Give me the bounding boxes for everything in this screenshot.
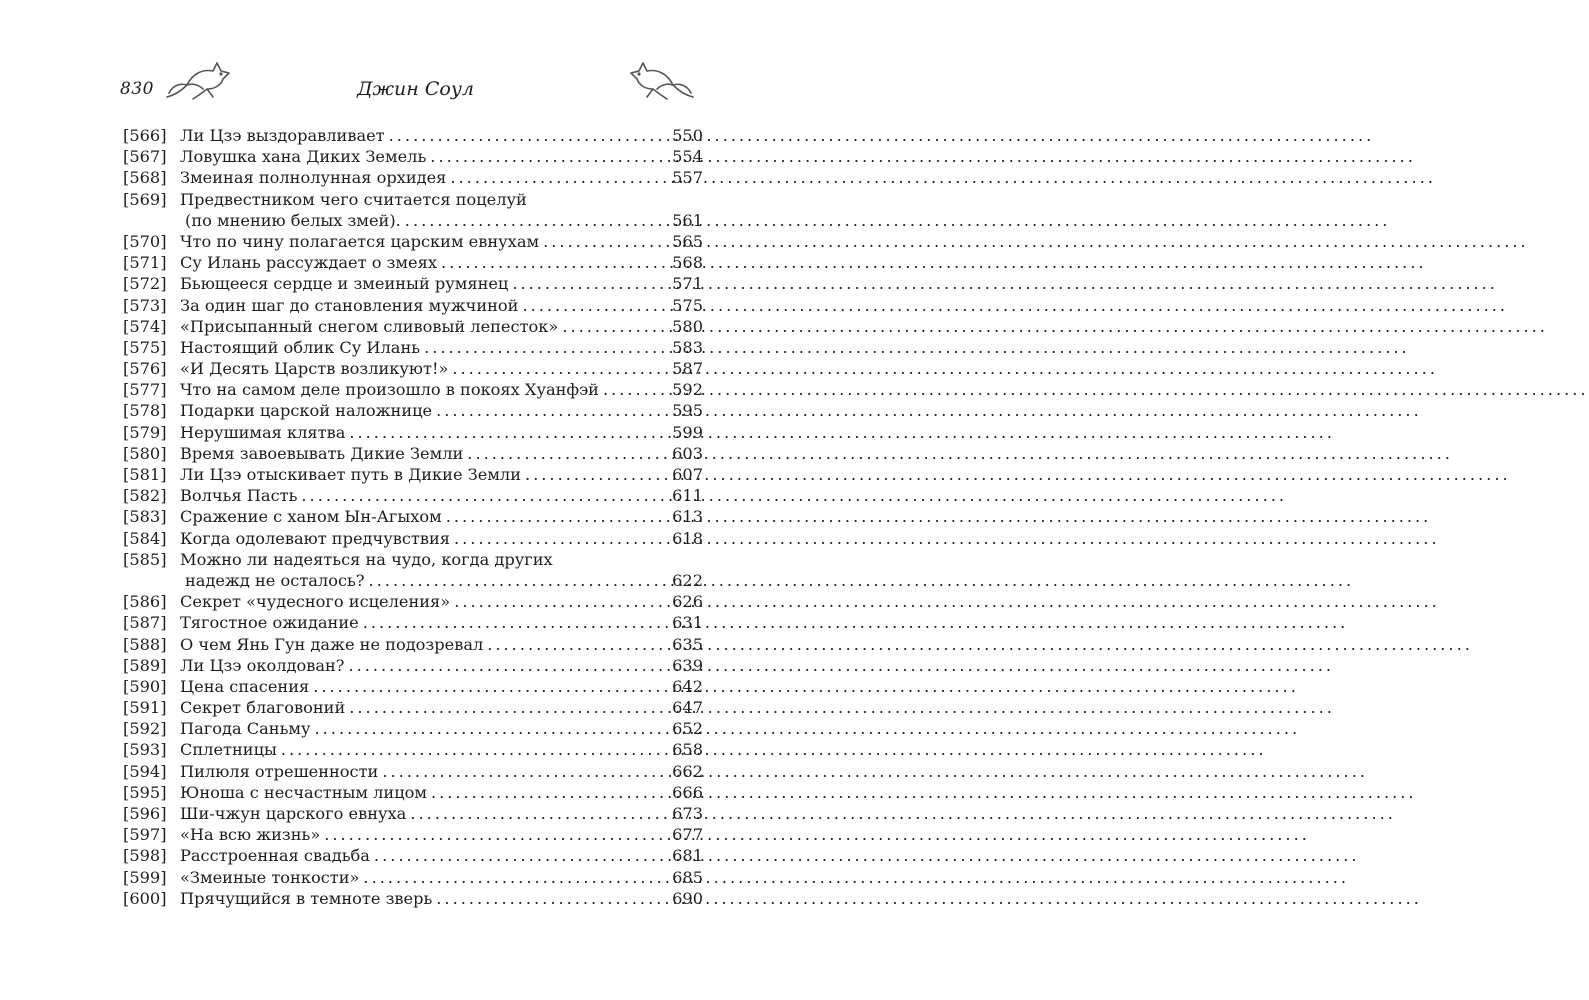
toc-dot-leader bbox=[525, 464, 668, 485]
toc-entry-title: «И Десять Царств возликуют!» bbox=[180, 359, 449, 379]
toc-entry[interactable] bbox=[123, 867, 703, 888]
toc-entry-title: Секрет благовоний bbox=[180, 698, 346, 718]
toc-dot-leader bbox=[374, 845, 668, 866]
toc-entry-number: [593] bbox=[123, 740, 167, 760]
toc-entry-number: [574] bbox=[123, 316, 167, 336]
toc-line bbox=[123, 189, 703, 210]
toc-entry[interactable] bbox=[123, 782, 703, 803]
toc-line bbox=[123, 888, 703, 909]
toc-entry-title: За один шаг до становления мужчиной bbox=[180, 295, 519, 315]
toc-entry-title: Предвестником чего считается поцелуй bbox=[180, 189, 527, 209]
toc-entry-number: [597] bbox=[123, 825, 167, 845]
toc-entry[interactable] bbox=[123, 655, 703, 676]
toc-dot-leader bbox=[363, 867, 668, 888]
toc-page-number: 647 bbox=[672, 698, 703, 718]
toc-entry[interactable] bbox=[123, 358, 703, 379]
toc-entry-number: [572] bbox=[123, 274, 167, 294]
toc-entry[interactable] bbox=[123, 189, 703, 231]
toc-entry[interactable] bbox=[123, 888, 703, 909]
toc-page-number: 599 bbox=[672, 422, 703, 442]
toc-entry[interactable] bbox=[123, 697, 703, 718]
toc-dot-leader bbox=[487, 634, 668, 655]
toc-entry-number: [596] bbox=[123, 804, 167, 823]
toc-page-number: 580 bbox=[672, 316, 703, 336]
fox-icon bbox=[625, 55, 697, 105]
toc-dot-leader bbox=[603, 379, 668, 400]
toc-page-number: 568 bbox=[672, 253, 703, 273]
toc-entry[interactable] bbox=[123, 634, 703, 655]
toc-entry-title: Пилюля отрешенности bbox=[180, 761, 379, 781]
toc-line bbox=[123, 739, 703, 760]
toc-page-number: 662 bbox=[672, 761, 703, 781]
toc-line bbox=[123, 697, 703, 718]
toc-entry-title: Прячущийся в темноте зверь bbox=[180, 888, 433, 908]
toc-entry-title: Ловушка хана Диких Земель bbox=[180, 147, 427, 167]
toc-entry-title: Бьющееся сердце и змеиный румянец bbox=[180, 274, 509, 294]
toc-entry[interactable] bbox=[123, 612, 703, 633]
toc-dot-leader bbox=[450, 167, 668, 188]
toc-line bbox=[123, 506, 703, 527]
toc-entry-number: [569] bbox=[123, 189, 167, 209]
toc-entry-title: Ли Цзэ околдован? bbox=[180, 655, 345, 675]
toc-entry-number: [598] bbox=[123, 846, 167, 866]
toc-entry-title: О чем Янь Гун даже не подозревал bbox=[180, 634, 484, 654]
toc-page-number: 565 bbox=[672, 231, 703, 251]
toc-entry[interactable] bbox=[123, 528, 703, 549]
toc-line bbox=[123, 273, 703, 294]
toc-dot-leader bbox=[349, 422, 668, 443]
toc-entry-title: Что по чину полагается царским евнухам bbox=[180, 231, 540, 251]
toc-line bbox=[123, 612, 703, 633]
toc-line bbox=[123, 210, 703, 231]
toc-entry-number: [587] bbox=[123, 613, 167, 633]
toc-entry-number: [578] bbox=[123, 401, 167, 421]
toc-entry-title: Можно ли надеяться на чудо, когда других bbox=[180, 549, 553, 569]
toc-entry-number: [586] bbox=[123, 592, 167, 612]
toc-entry[interactable] bbox=[123, 146, 703, 167]
toc-entry-number: [566] bbox=[123, 126, 167, 145]
toc-page-number: 607 bbox=[672, 465, 703, 484]
toc-entry-number: [588] bbox=[123, 634, 167, 654]
toc-entry-number: [580] bbox=[123, 443, 167, 463]
toc-entry-title: надежд не осталось? bbox=[185, 570, 365, 590]
toc-entry[interactable] bbox=[123, 379, 703, 400]
running-title: Джин Соул bbox=[357, 78, 474, 100]
toc-entry-number: [577] bbox=[123, 380, 167, 400]
toc-entry-title: Ли Цзэ выздоравливает bbox=[180, 126, 385, 145]
toc-page-number: 561 bbox=[672, 210, 703, 230]
toc-dot-leader bbox=[324, 824, 668, 845]
toc-entry[interactable] bbox=[123, 718, 703, 739]
toc-page-number: 592 bbox=[672, 380, 703, 400]
toc-dot-leader bbox=[446, 506, 668, 527]
toc-page-number: 685 bbox=[672, 867, 703, 887]
toc-entry-title: Волчья Пасть bbox=[180, 486, 298, 506]
toc-page-number: 635 bbox=[672, 634, 703, 654]
toc-entry-title: «Присыпанный снегом сливовый лепесток» bbox=[180, 316, 559, 336]
toc-entry[interactable] bbox=[123, 549, 703, 591]
toc-entry-number: [583] bbox=[123, 507, 167, 527]
toc-entry[interactable] bbox=[123, 337, 703, 358]
toc-page-number: 639 bbox=[672, 655, 703, 675]
toc-entry[interactable] bbox=[123, 400, 703, 421]
toc-line bbox=[123, 252, 703, 273]
toc-entry-number: [571] bbox=[123, 253, 167, 273]
toc-entry[interactable] bbox=[123, 273, 703, 294]
toc-entry[interactable] bbox=[123, 845, 703, 866]
toc-entry-number: [589] bbox=[123, 655, 167, 675]
toc-line bbox=[123, 845, 703, 866]
toc-entry-number: [592] bbox=[123, 719, 167, 739]
toc-line bbox=[123, 634, 703, 655]
toc-dot-leader bbox=[348, 655, 668, 676]
toc-page-number: 557 bbox=[672, 168, 703, 188]
toc-dot-leader bbox=[454, 591, 668, 612]
toc-page-number: 673 bbox=[672, 804, 703, 823]
toc-entry-title: Подарки царской наложнице bbox=[180, 401, 433, 421]
toc-entry[interactable] bbox=[123, 125, 703, 146]
toc-entry-title: Время завоевывать Дикие Земли bbox=[180, 443, 464, 463]
toc-line bbox=[123, 146, 703, 167]
toc-entry-title: Настоящий облик Су Илань bbox=[180, 337, 421, 357]
toc-line bbox=[123, 358, 703, 379]
toc-page-number: 618 bbox=[672, 528, 703, 548]
toc-line bbox=[123, 167, 703, 188]
toc-page-number: 690 bbox=[672, 888, 703, 908]
toc-page-number: 652 bbox=[672, 719, 703, 739]
toc-dot-leader bbox=[543, 231, 668, 252]
toc-page-number: 611 bbox=[672, 486, 703, 506]
toc-page-number: 666 bbox=[672, 782, 703, 802]
toc-entry[interactable] bbox=[123, 464, 703, 485]
toc-entry-title: Что на самом деле произошло в покоях Хуанфэй bbox=[180, 380, 599, 400]
toc-page-number: 554 bbox=[672, 147, 703, 167]
toc-dot-leader bbox=[363, 612, 668, 633]
toc-dot-leader bbox=[431, 782, 668, 803]
toc-dot-leader bbox=[454, 528, 668, 549]
toc-line bbox=[123, 443, 703, 464]
toc-page-number: 587 bbox=[672, 359, 703, 379]
toc-entry-number: [585] bbox=[123, 549, 167, 569]
toc-line bbox=[123, 718, 703, 739]
toc-entry-number: [582] bbox=[123, 486, 167, 506]
toc-entry-title: Сплетницы bbox=[180, 740, 277, 760]
toc-entry-number: [594] bbox=[123, 761, 167, 781]
toc-entry-title: Пагода Саньму bbox=[180, 719, 311, 739]
toc-page-number: 575 bbox=[672, 295, 703, 315]
toc-dot-leader bbox=[405, 210, 668, 231]
toc-entry-title: Ши-чжун царского евнуха bbox=[180, 804, 407, 823]
toc-dot-leader bbox=[313, 676, 668, 697]
toc-page-number: 626 bbox=[672, 592, 703, 612]
toc-line bbox=[123, 655, 703, 676]
page-header bbox=[0, 0, 800, 120]
toc-dot-leader bbox=[301, 485, 668, 506]
toc-page-number: 681 bbox=[672, 846, 703, 866]
toc-entry[interactable] bbox=[123, 295, 703, 316]
toc-line bbox=[123, 761, 703, 782]
toc-dot-leader bbox=[562, 316, 668, 337]
toc-page-number: 631 bbox=[672, 613, 703, 633]
toc-entry[interactable] bbox=[123, 676, 703, 697]
toc-entry[interactable] bbox=[123, 485, 703, 506]
toc-line bbox=[123, 316, 703, 337]
toc-dot-leader bbox=[452, 358, 668, 379]
toc-line bbox=[123, 570, 703, 591]
toc-entry-title: Когда одолевают предчувствия bbox=[180, 528, 450, 548]
toc-dot-leader bbox=[349, 697, 668, 718]
toc-page-number: 550 bbox=[672, 126, 703, 145]
toc-entry[interactable] bbox=[123, 591, 703, 612]
toc-dot-leader bbox=[522, 295, 668, 316]
toc-page-number: 583 bbox=[672, 337, 703, 357]
toc-dot-leader bbox=[424, 337, 668, 358]
toc-entry[interactable] bbox=[123, 824, 703, 845]
toc-dot-leader bbox=[436, 888, 668, 909]
page-number: 830 bbox=[120, 79, 154, 99]
toc-line bbox=[123, 824, 703, 845]
toc-dot-leader bbox=[389, 125, 668, 146]
toc-entry-title: Секрет «чудесного исцеления» bbox=[180, 592, 451, 612]
toc-page-number: 603 bbox=[672, 443, 703, 463]
toc-line bbox=[123, 867, 703, 888]
toc-entry[interactable] bbox=[123, 422, 703, 443]
toc-line bbox=[123, 295, 703, 316]
toc-line bbox=[123, 549, 703, 570]
toc-dot-leader bbox=[430, 146, 668, 167]
toc-page-number: 595 bbox=[672, 401, 703, 421]
toc-line bbox=[123, 400, 703, 421]
toc-entry[interactable] bbox=[123, 252, 703, 273]
toc-line bbox=[123, 231, 703, 252]
toc-page-number: 613 bbox=[672, 507, 703, 527]
toc-entry-title: Су Илань рассуждает о змеях bbox=[180, 253, 437, 273]
toc-dot-leader bbox=[315, 718, 669, 739]
toc-page-number: 677 bbox=[672, 825, 703, 845]
toc-entry-number: [579] bbox=[123, 422, 167, 442]
toc-entry-title: Юноша с несчастным лицом bbox=[180, 782, 427, 802]
toc-entry-title: «Змеиные тонкости» bbox=[180, 867, 360, 887]
toc-entry-number: [575] bbox=[123, 337, 167, 357]
fox-icon bbox=[163, 55, 235, 105]
toc-line bbox=[123, 337, 703, 358]
toc-entry-number: [573] bbox=[123, 295, 167, 315]
toc-line bbox=[123, 528, 703, 549]
toc-line bbox=[123, 591, 703, 612]
toc-page-number: 658 bbox=[672, 740, 703, 760]
toc-entry-title: Сражение с ханом Ын-Агыхом bbox=[180, 507, 442, 527]
toc-dot-leader bbox=[382, 761, 668, 782]
toc-entry-title: Ли Цзэ отыскивает путь в Дикие Земли bbox=[180, 465, 521, 484]
table-of-contents bbox=[123, 125, 703, 909]
toc-entry-title: Расстроенная свадьба bbox=[180, 846, 370, 866]
toc-entry-title: Тягостное ожидание bbox=[180, 613, 359, 633]
toc-dot-leader bbox=[369, 570, 669, 591]
toc-entry-number: [570] bbox=[123, 231, 167, 251]
toc-dot-leader bbox=[467, 443, 668, 464]
toc-entry[interactable] bbox=[123, 739, 703, 760]
toc-entry-number: [584] bbox=[123, 528, 167, 548]
toc-dot-leader bbox=[436, 400, 668, 421]
toc-entry[interactable] bbox=[123, 231, 703, 252]
toc-entry-number: [599] bbox=[123, 867, 167, 887]
toc-entry-number: [600] bbox=[123, 888, 167, 908]
toc-line bbox=[123, 422, 703, 443]
toc-entry-number: [568] bbox=[123, 168, 167, 188]
toc-entry-number: [581] bbox=[123, 465, 167, 484]
toc-entry-title: Цена спасения bbox=[180, 676, 310, 696]
toc-line bbox=[123, 782, 703, 803]
toc-entry[interactable] bbox=[123, 443, 703, 464]
toc-line bbox=[123, 676, 703, 697]
toc-line bbox=[123, 125, 703, 146]
toc-page-number: 642 bbox=[672, 676, 703, 696]
toc-page-number: 622 bbox=[672, 570, 703, 590]
toc-entry-title: Нерушимая клятва bbox=[180, 422, 346, 442]
toc-dot-leader bbox=[281, 739, 668, 760]
toc-entry-number: [595] bbox=[123, 782, 167, 802]
toc-entry-number: [590] bbox=[123, 676, 167, 696]
toc-entry[interactable] bbox=[123, 167, 703, 188]
toc-entry[interactable] bbox=[123, 803, 703, 824]
toc-dot-leader bbox=[512, 273, 668, 294]
toc-dot-leader bbox=[441, 252, 668, 273]
toc-entry[interactable] bbox=[123, 761, 703, 782]
toc-entry-title: Змеиная полнолунная орхидея bbox=[180, 168, 447, 188]
toc-page-number: 571 bbox=[672, 274, 703, 294]
toc-entry[interactable] bbox=[123, 506, 703, 527]
toc-entry-title: (по мнению белых змей). bbox=[185, 210, 401, 230]
toc-entry-number: [591] bbox=[123, 698, 167, 718]
toc-line bbox=[123, 485, 703, 506]
toc-entry-number: [567] bbox=[123, 147, 167, 167]
toc-line bbox=[123, 803, 703, 824]
toc-line bbox=[123, 379, 703, 400]
toc-dot-leader bbox=[410, 803, 668, 824]
toc-entry-number: [576] bbox=[123, 359, 167, 379]
toc-entry-title: «На всю жизнь» bbox=[180, 825, 321, 845]
toc-line bbox=[123, 464, 703, 485]
toc-entry[interactable] bbox=[123, 316, 703, 337]
